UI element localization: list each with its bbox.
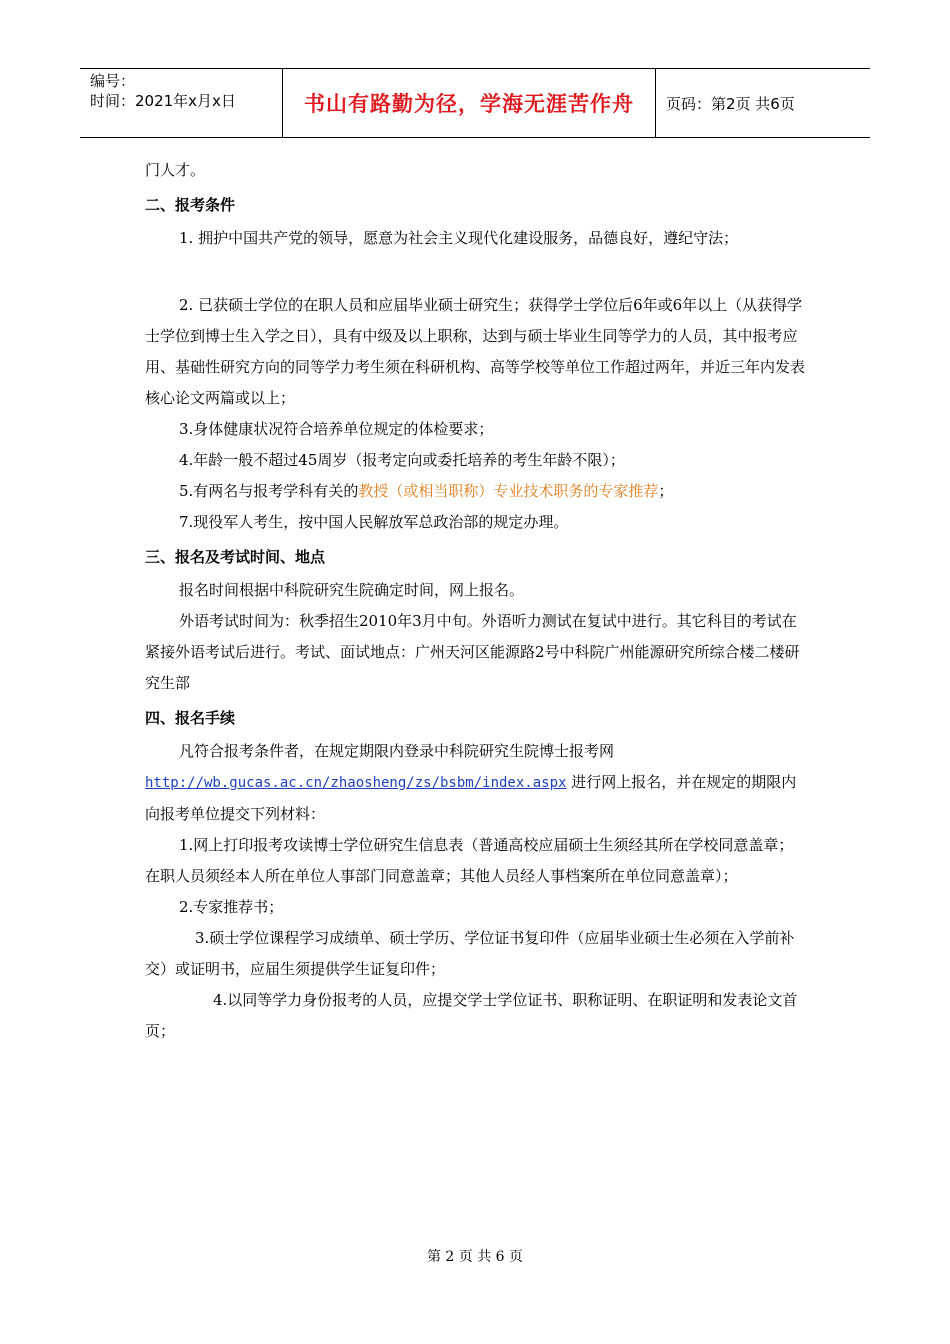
- registration-time: 报名时间根据中科院研究生院确定时间，网上报名。: [179, 581, 525, 599]
- document-body: [145, 155, 807, 1047]
- registration-link[interactable]: http://wb.gucas.ac.cn/zhaosheng/zs/bsbm/index.aspx: [145, 775, 567, 791]
- page-header: [80, 68, 870, 138]
- carry-over-text: 门人才。: [145, 161, 206, 179]
- condition-7: 7.现役军人考生，按中国人民解放军总政治部的规定办理。: [179, 513, 569, 531]
- material-3: 3.硕士学位课程学习成绩单、硕士学历、学位证书复印件（应届毕业硕士生必须在入学前补交）或证明书，应届生须提供学生证复印件；: [145, 929, 795, 978]
- material-2: 2.专家推荐书；: [179, 898, 284, 916]
- condition-5-text: 5.有两名与报考学科有关的: [179, 482, 359, 500]
- doc-number-label: 编号：: [90, 72, 136, 90]
- section-title-schedule: 三、报名及考试时间、地点: [145, 548, 326, 566]
- procedure-text: [145, 736, 807, 830]
- condition-4: 4.年龄一般不超过45周岁（报考定向或委托培养的考生年龄不限）；: [179, 451, 625, 469]
- condition-1: 1. 拥护中国共产党的领导，愿意为社会主义现代化建设服务，品德良好，遵纪守法；: [179, 229, 739, 247]
- condition-5-end: ；: [658, 482, 674, 500]
- condition-2: 2. 已获硕士学位的在职人员和应届毕业硕士研究生；获得学士学位后6年或6年以上（从获得学士学位到博士生入学之日），具有中级及以上职称，达到与硕士毕业生同等学力的人员，其中报考应用、基础性研究方向的同等学力考生须在科研机构、高等学校等单位工作超过两年，并近三年内发表核心论文两篇或以上；: [145, 296, 806, 407]
- condition-5-highlight: 教授（或相当职称）专业技术职务的专家推荐: [358, 482, 659, 500]
- page-footer: 第 2 页 共 6 页: [426, 1249, 524, 1265]
- section-title-requirements: 二、报考条件: [145, 196, 236, 214]
- header-motto: 书山有路勤为径，学海无涯苦作舟: [282, 69, 656, 137]
- condition-5: [145, 476, 807, 507]
- section-title-procedure: 四、报名手续: [145, 709, 236, 727]
- procedure-text-a: 凡符合报考条件者，在规定期限内登录中科院研究生院博士报考网: [179, 742, 615, 760]
- header-page-info: 页码：第2页 共6页: [666, 94, 795, 113]
- exam-time: 外语考试时间为：秋季招生2010年3月中旬。外语听力测试在复试中进行。其它科目的考试在紧接外语考试后进行。考试、面试地点：广州天河区能源路2号中科院广州能源研究所综合楼二楼研究生部: [145, 612, 800, 692]
- condition-3: 3.身体健康状况符合培养单位规定的体检要求；: [179, 420, 494, 438]
- procedure-text-b: 进行网上报名，并在规定的期限内向报考单位提交下列材料：: [145, 773, 797, 823]
- material-4: 4.以同等学力身份报考的人员，应提交学士学位证书、职称证明、在职证明和发表论文首页；: [145, 991, 798, 1040]
- doc-time-label: 时间：2021年x月x日: [90, 92, 236, 110]
- header-meta: [80, 69, 282, 137]
- material-1: 1.网上打印报考攻读博士学位研究生信息表（普通高校应届硕士生须经其所在学校同意盖章；在职人员须经本人所在单位人事部门同意盖章；其他人员经人事档案所在单位同意盖章）；: [145, 836, 794, 885]
